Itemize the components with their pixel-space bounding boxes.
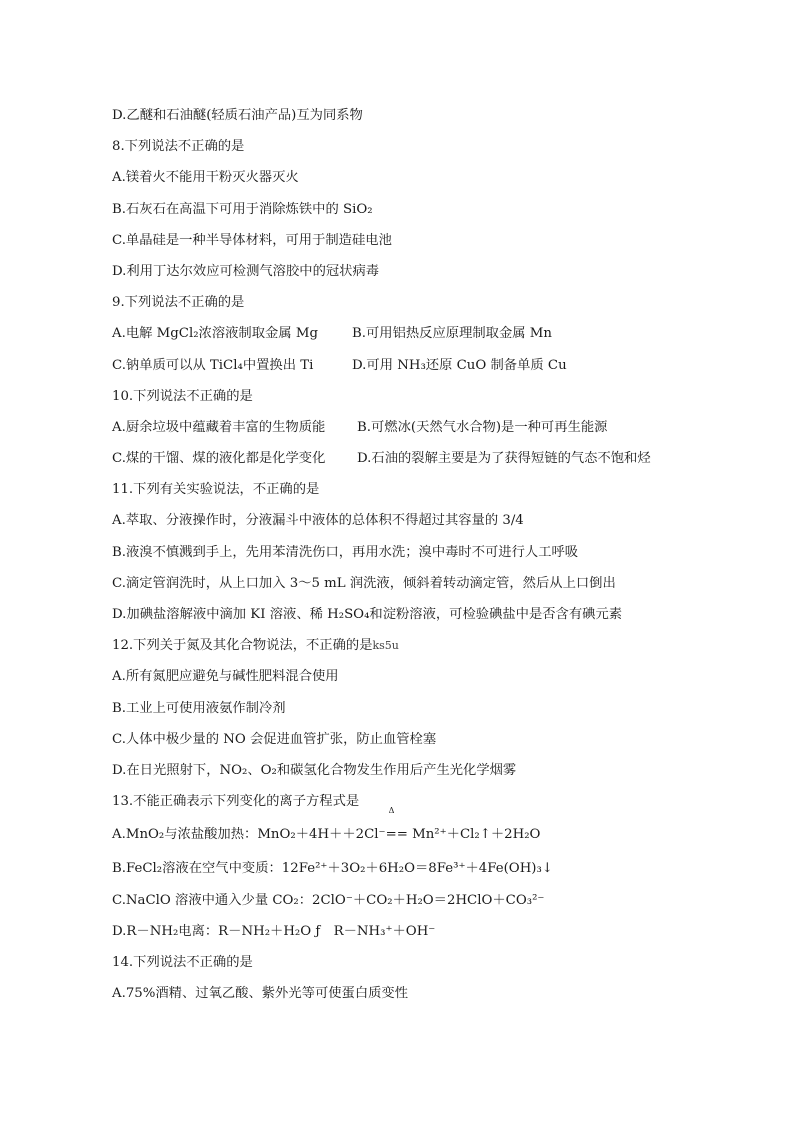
q14-title: 14.下列说法不正确的是 — [112, 954, 253, 970]
q10-title: 10.下列说法不正确的是 — [112, 388, 253, 404]
q14-option-a: A.75%酒精、过氧乙酸、紫外光等可使蛋白质变性 — [112, 986, 409, 1002]
q13-option-d: D.R－NH₂电离：R－NH₂＋H₂O ƒ R－NH₃⁺＋OH⁻ — [112, 923, 436, 939]
q8-option-b: B.石灰石在高温下可用于消除炼铁中的 SiO₂ — [112, 201, 373, 217]
q12-mark: ks5u — [372, 639, 399, 653]
q9-option-c: C.钠单质可以从 TiCl₄中置换出 Ti — [112, 357, 314, 373]
q8-option-d: D.利用丁达尔效应可检测气溶胶中的冠状病毒 — [112, 263, 380, 279]
q12-option-b: B.工业上可使用液氨作制冷剂 — [112, 700, 286, 716]
q9-option-d: D.可用 NH₃还原 CuO 制备单质 Cu — [352, 357, 567, 373]
q11-option-d: D.加碘盐溶解液中滴加 KI 溶液、稀 H₂SO₄和淀粉溶液，可检验碘盐中是否含有碘元素 — [112, 607, 623, 622]
q10-row-ab — [112, 412, 692, 443]
exam-content — [112, 100, 692, 1009]
q8-title: 8.下列说法不正确的是 — [112, 139, 245, 155]
q8-option-a: A.镁着火不能用干粉灭火器灭火 — [112, 170, 299, 186]
q7-option-d: D.乙醚和石油醚(轻质石油产品)互为同系物 — [112, 108, 363, 123]
q11-title: 11.下列有关实验说法，不正确的是 — [112, 482, 320, 498]
q11-option-b: B.液溴不慎溅到手上，先用苯清洗伤口，再用水洗；溴中毒时不可进行人工呼吸 — [112, 544, 579, 560]
q13-option-c: C.NaClO 溶液中通入少量 CO₂：2ClO⁻＋CO₂＋H₂O＝2HClO＋CO₃²⁻ — [112, 892, 545, 908]
q11-option-c: C.滴定管润洗时，从上口加入 3～5 mL 润洗液，倾斜着转动滴定管，然后从上口倒出 — [112, 575, 616, 591]
q13-a-arrow: == — [385, 827, 408, 843]
q12-title: 12.下列关于氮及其化合物说法，不正确的是 — [112, 638, 373, 654]
q9-option-a: A.电解 MgCl₂浓溶液制取金属 Mg — [112, 326, 318, 342]
heat-symbol: Δ — [388, 806, 395, 816]
q12-option-c: C.人体中极少量的 NO 会促进血管扩张，防止血管栓塞 — [112, 731, 437, 747]
q13-a-products: Mn²⁺＋Cl₂↑＋2H₂O — [412, 827, 541, 843]
q9-title: 9.下列说法不正确的是 — [112, 295, 245, 311]
q9-row-cd — [112, 350, 692, 381]
q9-option-b: B.可用铝热反应原理制取金属 Mn — [352, 326, 552, 342]
q10-option-a: A.厨余垃圾中蕴藏着丰富的生物质能 — [112, 419, 326, 435]
q10-row-cd — [112, 443, 692, 474]
q10-option-d: D.石油的裂解主要是为了获得短链的气态不饱和烃 — [357, 451, 651, 467]
q11-option-a: A.萃取、分液操作时，分液漏斗中液体的总体积不得超过其容量的 3/4 — [112, 513, 524, 529]
q10-option-c: C.煤的干馏、煤的液化都是化学变化 — [112, 451, 326, 467]
q12-option-d: D.在日光照射下，NO₂、O₂和碳氢化合物发生作用后产生光化学烟雾 — [112, 762, 517, 778]
q13-option-b: B.FeCl₂溶液在空气中变质：12Fe²⁺＋3O₂＋6H₂O＝8Fe³⁺＋4Fe(OH)₃↓ — [112, 861, 553, 877]
q10-option-b: B.可燃冰(天然气水合物)是一种可再生能源 — [357, 419, 608, 435]
q13-title: 13.不能正确表示下列变化的离子方程式是 — [112, 794, 360, 810]
q13-option-a — [112, 806, 692, 853]
q8-option-c: C.单晶硅是一种半导体材料，可用于制造硅电池 — [112, 232, 392, 248]
q13-a-reactants: A.MnO₂与浓盐酸加热：MnO₂＋4H＋＋2Cl⁻ — [112, 827, 386, 843]
q12-option-a: A.所有氮肥应避免与碱性肥料混合使用 — [112, 669, 339, 685]
q12-title-line — [112, 630, 692, 661]
q9-row-ab — [112, 318, 692, 349]
q13-a-heat-arrow — [385, 806, 408, 853]
